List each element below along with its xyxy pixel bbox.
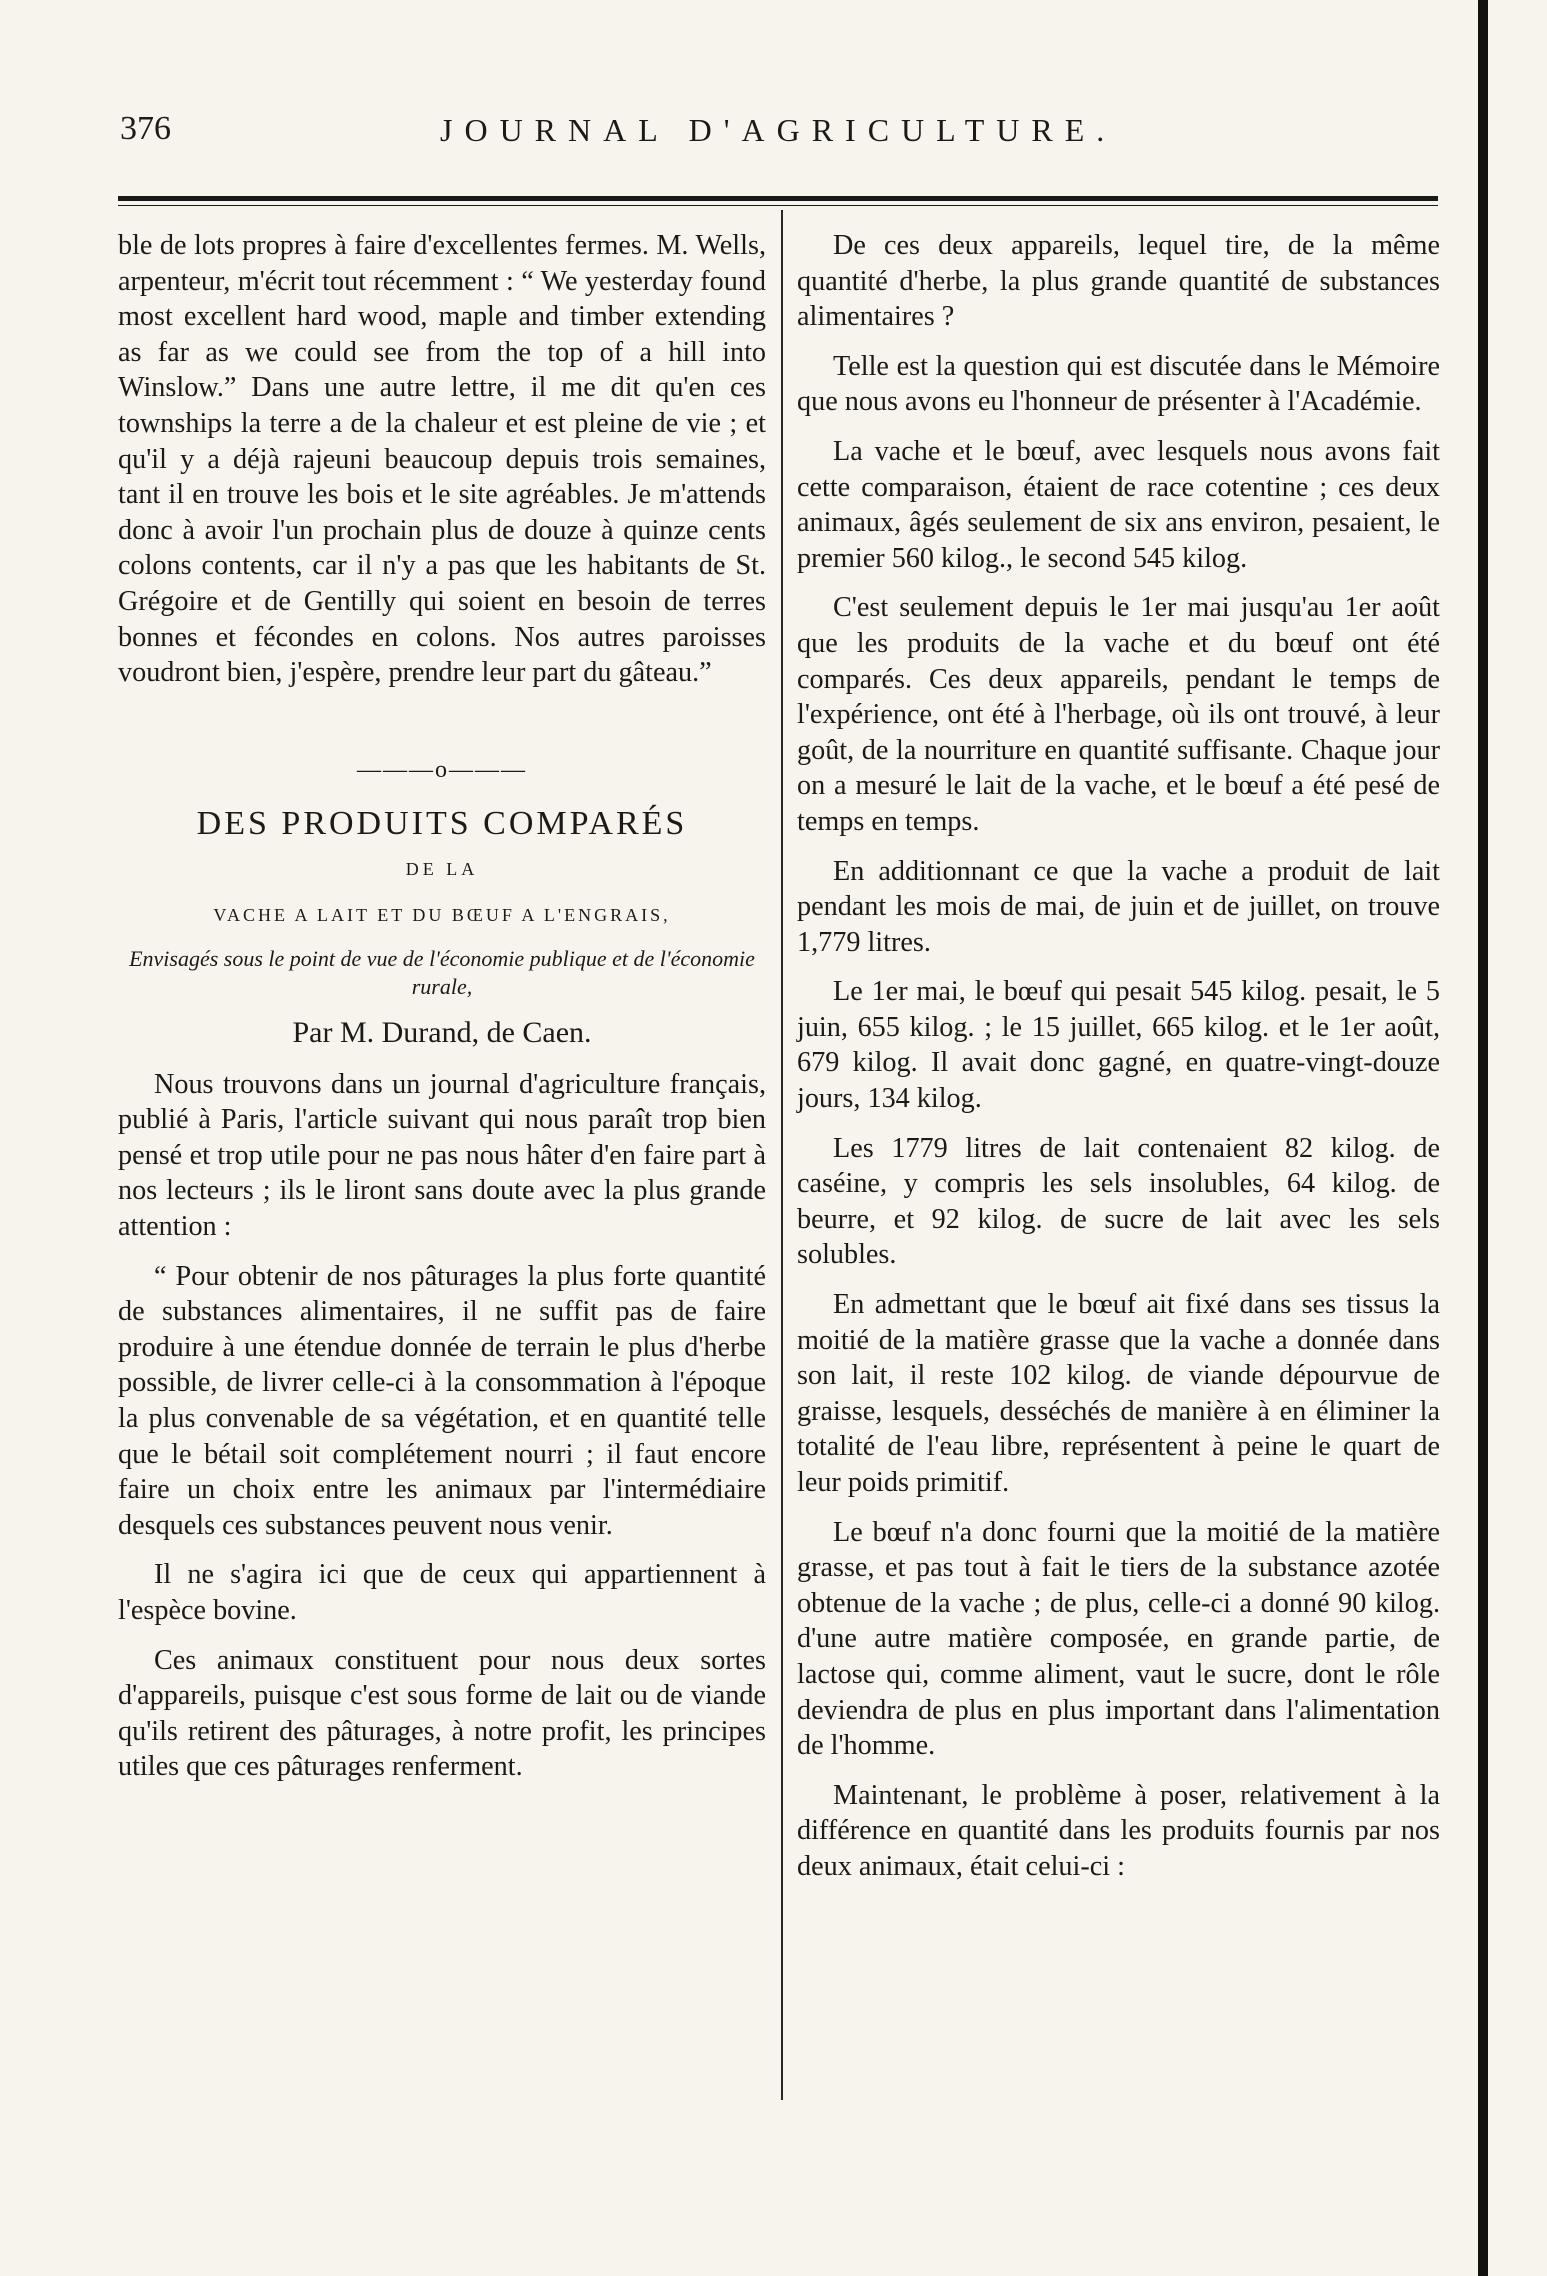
paragraph: En admettant que le bœuf ait fixé dans ses tissus la moitié de la matière grasse que la vache a donnée dans son lait, il reste 102 kilog. de viande dépourvue de graisse, lesquels, desséchés de manière à en éliminer la totalité de l'eau libre, représentent à peine le quart de leur poids primitif. [797,1289,1440,1498]
article-title: DES PRODUITS COMPARÉS [196,805,688,843]
left-column [118,228,766,1785]
paragraph: La vache et le bœuf, avec lesquels nous avons fait cette comparaison, étaient de race cotentine ; ces deux animaux, âgés seulement de six ans environ, pesaient, le premier 560 kilog., le second 545 kilog. [797,435,1440,574]
paragraph: Telle est la question qui est discutée dans le Mémoire que nous avons eu l'honneur de présenter à l'Académie. [797,350,1440,418]
page-number: 376 [120,110,171,147]
paragraph: De ces deux appareils, lequel tire, de la même quantité d'herbe, la plus grande quantité de substances alimentaires ? [797,230,1440,333]
paragraph: En additionnant ce que la vache a produit de lait pendant les mois de mai, de juin et de juillet, on trouve 1,779 litres. [797,855,1440,958]
running-title: JOURNAL D'AGRICULTURE. [440,112,1117,148]
column-divider [781,210,783,2100]
paragraph: Ces animaux constituent pour nous deux sortes d'appareils, puisque c'est sous forme de lait ou de viande qu'ils retirent des pâturages, à notre profit, les principes utiles que ces pâturages renferment. [118,1644,766,1783]
article-title-de: DE LA [405,858,479,879]
continued-paragraph: ble de lots propres à faire d'excellentes fermes. M. Wells, arpenteur, m'écrit tout récemment : “ We yesterday found most excellent hard wood, maple and timber extending as far as we could see from the top of a hill into Winslow.” Dans une autre lettre, il me dit qu'en ces townships la terre a de la chaleur et est pleine de vie ; et qu'il y a déjà rajeuni beaucoup depuis trois semaines, tant il en trouve les bois et le site agréables. Je m'attends donc à avoir l'un prochain plus de douze à quinze cents colons contents, car il n'y a pas que les habitants de St. Grégoire et de Gentilly qui soient en besoin de terres bonnes et fécondes en colons. Nos autres paroisses voudront bien, j'espère, prendre leur part du gâteau.” [118,230,766,689]
header-rule-thin [118,205,1438,206]
article-author: Par M. Durand, de Caen. [292,1016,592,1050]
article-caption: Envisagés sous le point de vue de l'économie publique et de l'économie rurale, [129,946,755,1000]
section-separator: ———o——— [357,756,527,783]
article-subtitle: VACHE A LAIT ET DU BŒUF A L'ENGRAIS, [213,904,671,925]
right-column [797,228,1440,1885]
paragraph: Il ne s'agira ici que de ceux qui appartiennent à l'espèce bovine. [118,1559,766,1626]
paragraph: Le 1er mai, le bœuf qui pesait 545 kilog. pesait, le 5 juin, 655 kilog. ; le 15 juillet, 665 kilog. et le 1er août, 679 kilog. Il avait donc gagné, en quatre-vingt-douze jours, 134 kilog. [797,976,1440,1115]
paragraph: Nous trouvons dans un journal d'agriculture français, publié à Paris, l'article suivant qui nous paraît trop bien pensé et trop utile pour ne pas nous hâter d'en faire part à nos lecteurs ; ils le liront sans doute avec la plus grande attention : [118,1068,766,1243]
paragraph: C'est seulement depuis le 1er mai jusqu'au 1er août que les produits de la vache et du bœuf ont été comparés. Ces deux appareils, pendant le temps de l'expérience, ont été à l'herbage, où ils ont trouvé, à leur goût, de la nourriture en quantité suffisante. Chaque jour on a mesuré le lait de la vache, et le bœuf a été pesé de temps en temps. [797,592,1440,837]
page-header [120,110,1440,160]
page-edge-shadow [1478,0,1488,2276]
paragraph: Les 1779 litres de lait contenaient 82 kilog. de caséine, y compris les sels insolubles, 64 kilog. de beurre, et 92 kilog. de sucre de lait avec les sels solubles. [797,1132,1440,1271]
paragraph: Le bœuf n'a donc fourni que la moitié de la matière grasse, et pas tout à fait le tiers de la substance azotée obtenue de la vache ; de plus, celle-ci a donné 90 kilog. d'une autre matière composée, en grande partie, de lactose qui, comme aliment, vaut le sucre, dont le rôle deviendra de plus en plus important dans l'alimentation de l'homme. [797,1516,1440,1762]
paragraph: Maintenant, le problème à poser, relativement à la différence en quantité dans les produits fournis par nos deux animaux, était celui-ci : [797,1779,1440,1882]
header-rule [118,196,1438,201]
paragraph: “ Pour obtenir de nos pâturages la plus forte quantité de substances alimentaires, il ne suffit pas de faire produire à une étendue donnée de terrain le plus d'herbe possible, de livrer celle-ci à la consommation à l'époque la plus convenable de sa végétation, et en quantité telle que le bétail soit complétement nourri ; il faut encore faire un choix entre les animaux par l'intermédiaire desquels ces substances peuvent nous venir. [118,1260,766,1541]
